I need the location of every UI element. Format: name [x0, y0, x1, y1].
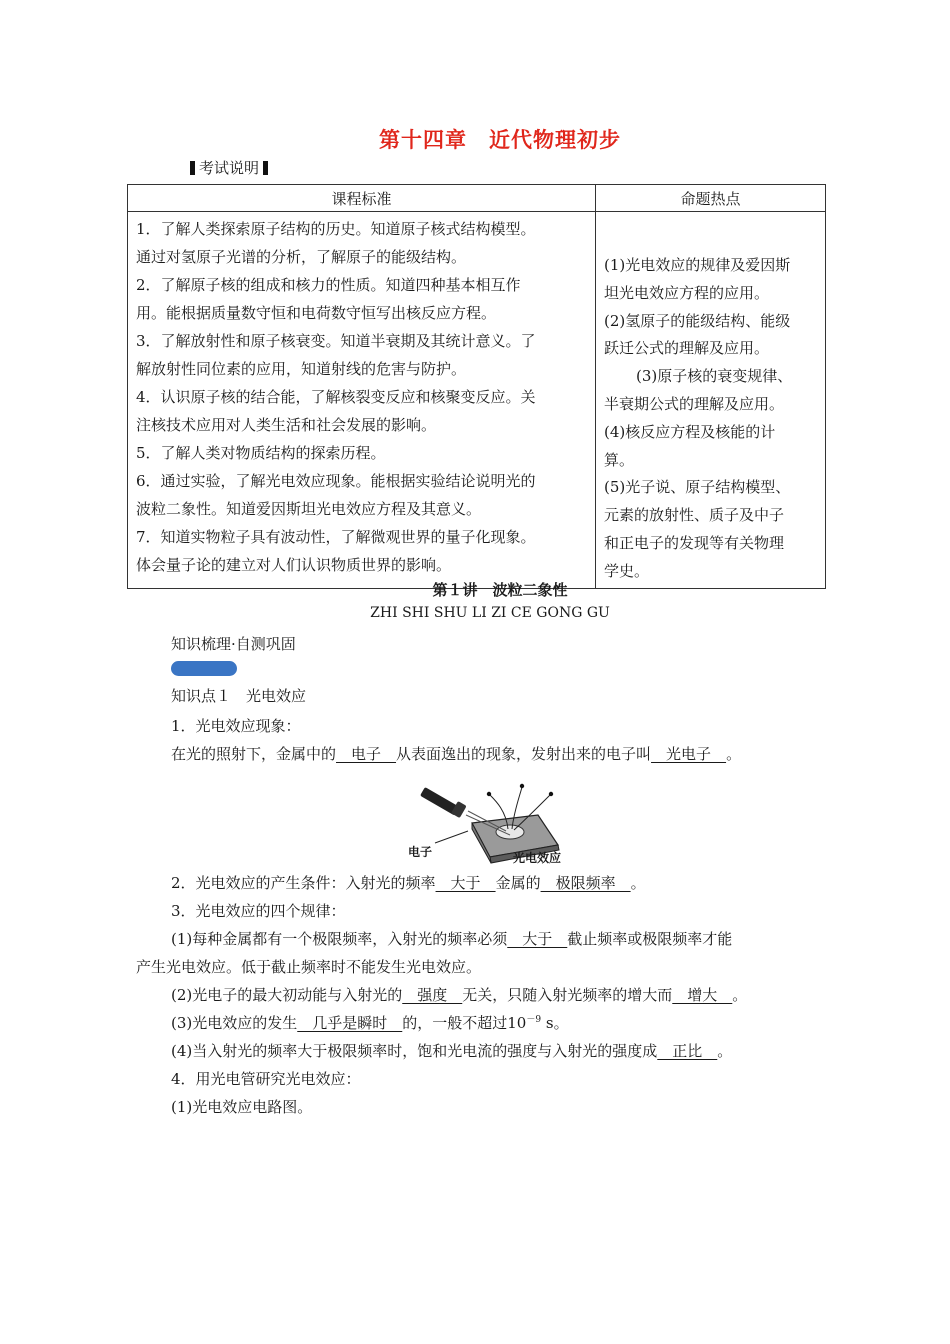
standard-line: 4．认识原子核的结合能，了解核裂变反应和核聚变反应。关 — [136, 388, 536, 406]
answer-blank: 大于 — [435, 874, 496, 892]
answer-blank: 电子 — [336, 745, 397, 763]
hotspot-line: 和正电子的发现等有关物理 — [604, 533, 785, 552]
rule-4-text: (4)当入射光的频率大于极限频率时，饱和光电流的强度与入射光的强度成 正比 。 — [171, 1042, 733, 1060]
standard-line: 解放射性同位素的应用，知道射线的危害与防护。 — [136, 360, 467, 378]
standard-line: 通过对氢原子光谱的分析，了解原子的能级结构。 — [136, 248, 467, 266]
answer-blank: 光电子 — [651, 745, 727, 763]
hotspot-line: 元素的放射性、质子及中子 — [604, 506, 785, 525]
exponent: －9 — [526, 1015, 542, 1025]
chapter-title: 第十四章 近代物理初步 — [379, 127, 621, 152]
standard-line: 1．了解人类探索原子结构的历史。知道原子核式结构模型。 — [136, 220, 536, 238]
standard-line: 5．了解人类对物质结构的探索历程。 — [136, 444, 386, 462]
item-2-text: 2．光电效应的产生条件：入射光的频率 大于 金属的 极限频率 。 — [171, 874, 646, 892]
standard-line: 体会量子论的建立对人们认识物质世界的影响。 — [136, 556, 452, 574]
section-pill-marker — [171, 661, 237, 676]
hotspot-line: (1)光电效应的规律及爱因斯 — [604, 256, 791, 274]
rule-3-text: (3)光电效应的发生 几乎是瞬时 的，一般不超过$10^{-9}$ s。 — [171, 1014, 569, 1032]
standard-line: 7．知道实物粒子具有波动性，了解微观世界的量子化现象。 — [136, 528, 536, 546]
item-4-title: 4．用光电管研究光电效应： — [171, 1070, 361, 1088]
standards-cell — [128, 212, 596, 589]
header-hotspot: 命题热点 — [596, 185, 826, 212]
photoelectric-figure — [410, 775, 570, 865]
hotspot-line: 算。 — [604, 450, 635, 469]
figure-caption: 光电效应 — [513, 851, 562, 865]
exam-label — [186, 157, 272, 178]
hotspot-line: (5)光子说、原子结构模型、 — [604, 478, 791, 497]
item-1-title: 1．光电效应现象： — [171, 717, 301, 735]
hotspot-line: (2)氢原子的能级结构、能级 — [604, 311, 791, 330]
standard-line: 2．了解原子核的组成和核力的性质。知道四种基本相互作 — [136, 276, 521, 294]
electron-label: 电子 — [408, 845, 433, 859]
hotspot-line: 跃迁公式的理解及应用。 — [604, 339, 770, 358]
rule-1-line-2: 产生光电效应。低于截止频率时不能发生光电效应。 — [136, 958, 482, 976]
answer-blank: 强度 — [402, 986, 463, 1004]
item-1-text: 在光的照射下，金属中的 电子 从表面逸出的现象，发射出来的电子叫 光电子 。 — [171, 745, 742, 763]
bar-mark — [190, 161, 195, 175]
hotspot-cell — [596, 212, 826, 589]
header-standard: 课程标准 — [128, 185, 596, 212]
standard-line: 用。能根据质量数守恒和电荷数守恒写出核反应方程。 — [136, 304, 497, 322]
standard-line: 波粒二象性。知道爱因斯坦光电效应方程及其意义。 — [136, 500, 482, 518]
hotspot-line: (3)原子核的衰变规律、 — [636, 367, 793, 386]
standards-table — [127, 184, 826, 589]
rule-1-line-1: (1)每种金属都有一个极限频率，入射光的频率必须 大于 截止频率或极限频率才能 — [171, 930, 733, 948]
section-title: 知识梳理·自测巩固 — [171, 635, 296, 653]
knowledge-point-title: 知识点１ 光电效应 — [171, 687, 307, 705]
pinyin-subtitle: ZHI SHI SHU LI ZI CE GONG GU — [370, 605, 610, 621]
answer-blank: 增大 — [672, 986, 733, 1004]
hotspot-line: 半衰期公式的理解及应用。 — [604, 394, 785, 413]
answer-blank: 大于 — [507, 930, 568, 948]
answer-blank: 几乎是瞬时 — [297, 1014, 403, 1032]
standard-line: 6．通过实验，了解光电效应现象。能根据实验结论说明光的 — [136, 472, 536, 490]
rule-2-text: (2)光电子的最大初动能与入射光的 强度 无关，只随入射光频率的增大而 增大 。 — [171, 986, 748, 1004]
exam-label-text: 考试说明 — [199, 159, 260, 177]
standard-line: 注核技术应用对人类生活和社会发展的影响。 — [136, 416, 437, 434]
hotspot-line: (4)核反应方程及核能的计 — [604, 422, 776, 441]
item-3-title: 3．光电效应的四个规律： — [171, 902, 346, 920]
hotspot-line: 学史。 — [604, 561, 650, 580]
lecture-title: 第１讲 波粒二象性 — [432, 581, 568, 599]
hotspot-line: 坦光电效应方程的应用。 — [604, 283, 770, 302]
standard-line: 3．了解放射性和原子核衰变。知道半衰期及其统计意义。了 — [136, 332, 536, 350]
answer-blank: 极限频率 — [540, 874, 631, 892]
item-4-sub: (1)光电效应电路图。 — [171, 1098, 313, 1116]
bar-mark — [263, 161, 268, 175]
answer-blank: 正比 — [657, 1042, 718, 1060]
